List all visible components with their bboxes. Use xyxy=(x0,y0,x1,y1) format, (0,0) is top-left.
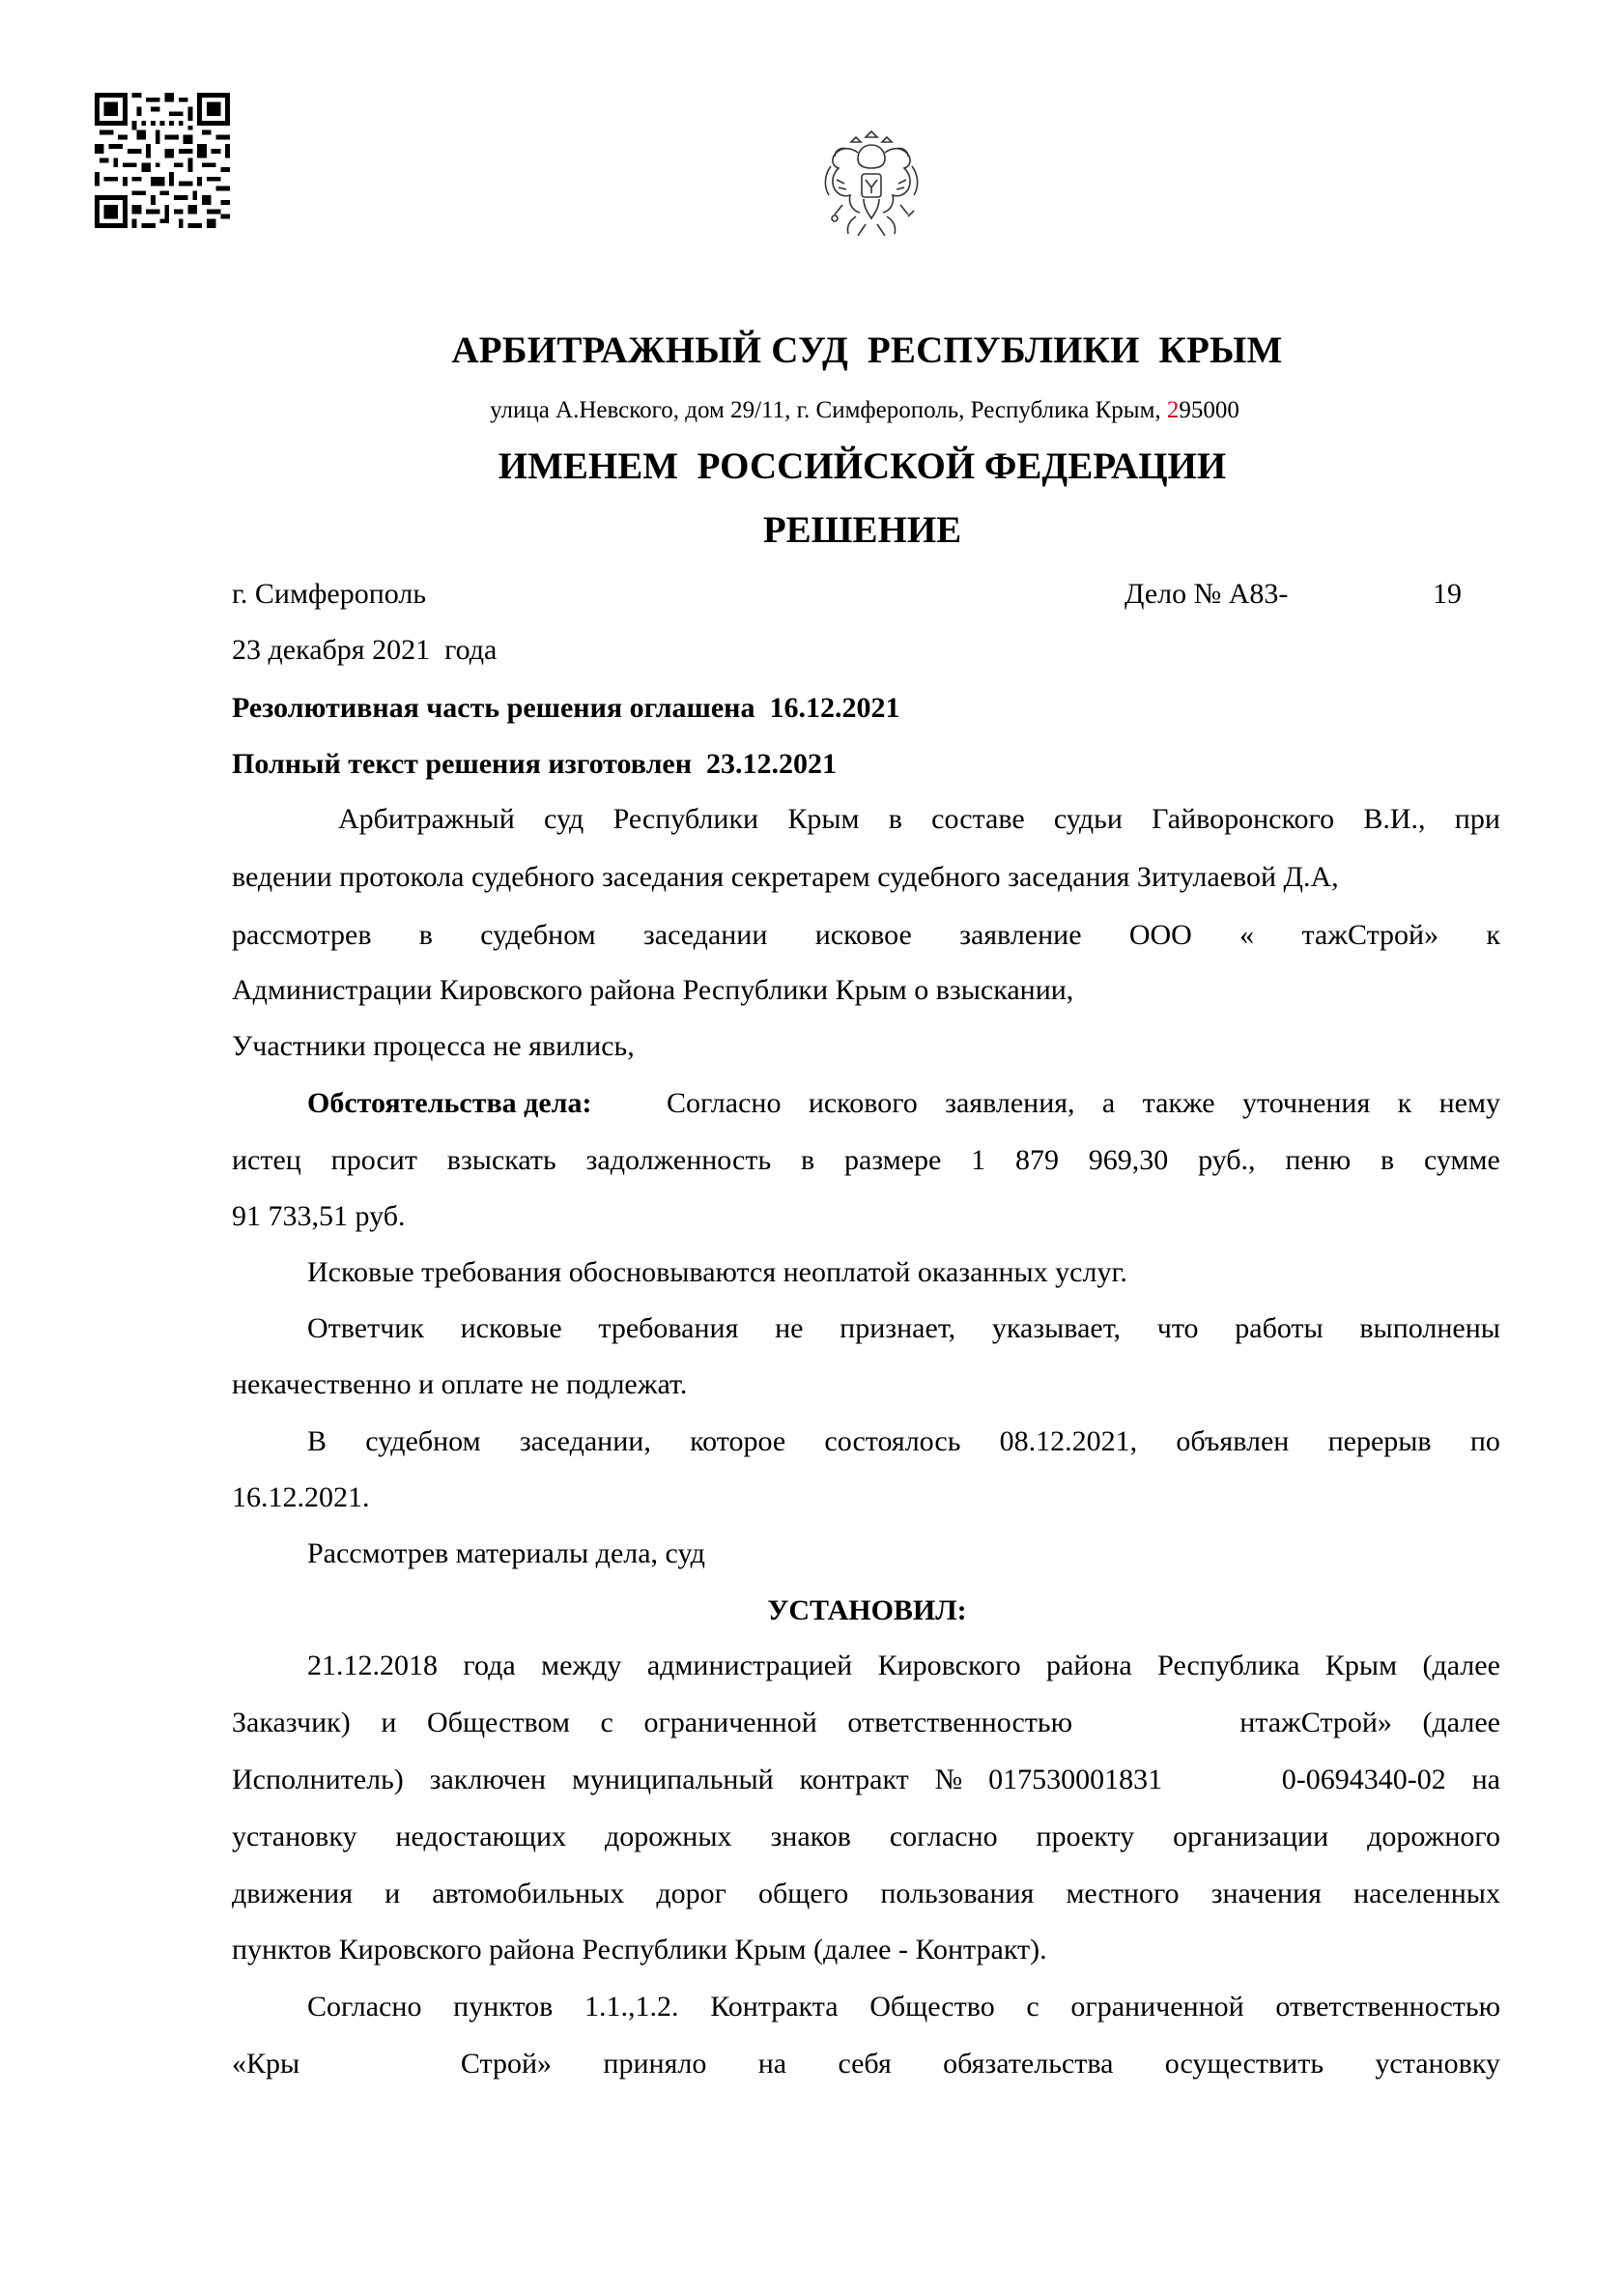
word: сумме xyxy=(1424,1144,1500,1176)
word: в xyxy=(418,919,433,951)
word: (далее xyxy=(1422,1650,1500,1681)
contract-line: пунктов Кировского района Республики Крым (далее - Контракт). xyxy=(232,1934,1047,1966)
paragraph-composition-line xyxy=(232,863,1500,892)
document-type-heading: РЕШЕНИЕ xyxy=(762,509,962,551)
word xyxy=(1103,1708,1210,1737)
word: В xyxy=(307,1425,327,1457)
established-heading: УСТАНОВИЛ: xyxy=(767,1594,967,1626)
response-line xyxy=(307,1314,1500,1343)
contract-line xyxy=(232,1880,1500,1909)
word: перерыв xyxy=(1327,1425,1432,1457)
case-number-suffix: 19 xyxy=(1433,578,1462,610)
word: исковые xyxy=(460,1312,562,1344)
word: заявление xyxy=(959,919,1082,951)
word: ограниченной xyxy=(1070,1991,1244,2023)
word: приняло xyxy=(603,2048,707,2080)
contract-line xyxy=(232,1765,1500,1794)
word: также xyxy=(1142,1087,1215,1119)
word: судебном xyxy=(365,1425,481,1457)
word: просит xyxy=(330,1144,417,1176)
word: 879 xyxy=(1014,1144,1059,1176)
word: работы xyxy=(1235,1312,1324,1344)
word: согласно xyxy=(889,1821,998,1852)
word: нтажСтрой» xyxy=(1239,1707,1392,1738)
word: ответственностью xyxy=(1275,1991,1500,2023)
word: обязательства xyxy=(943,2048,1114,2080)
word: 1 xyxy=(971,1144,986,1176)
word: Республика xyxy=(1157,1650,1300,1681)
word: местного xyxy=(1066,1878,1180,1909)
response-line: некачественно и оплате не подлежат. xyxy=(232,1368,688,1400)
items-line xyxy=(307,1993,1500,2022)
word: не xyxy=(775,1312,804,1344)
session-line: 16.12.2021. xyxy=(232,1481,370,1513)
word: уточнения xyxy=(1241,1087,1371,1119)
word: дорожных xyxy=(605,1821,732,1852)
word: пеню xyxy=(1285,1144,1352,1176)
word: установку xyxy=(1375,2048,1500,2080)
qr-code-icon xyxy=(95,93,230,228)
address-postcode-rest: 95000 xyxy=(1179,397,1239,423)
word: дорожного xyxy=(1367,1821,1500,1852)
circumstances-line-rest xyxy=(667,1089,1500,1118)
word: администрацией xyxy=(646,1650,853,1681)
address-main: улица А.Невского, дом 29/11, г. Симферополь, Республика Крым, xyxy=(490,397,1167,423)
word: судьи xyxy=(1053,803,1123,835)
paragraph-composition-line: Администрации Кировского района Республики Крым о взыскании, xyxy=(232,974,1074,1006)
word: знаков xyxy=(770,1821,851,1852)
paragraph-composition-line xyxy=(232,921,1500,950)
word: Обществом xyxy=(427,1707,570,1738)
word: ООО xyxy=(1128,919,1192,951)
word: Строй» xyxy=(460,2048,553,2080)
word: установку xyxy=(232,1821,357,1852)
word: 08.12.2021, xyxy=(999,1425,1138,1457)
word: автомобильных xyxy=(432,1878,625,1909)
in-name-heading: ИМЕНЕМ РОССИЙСКОЙ ФЕДЕРАЦИИ xyxy=(498,445,1227,487)
word: что xyxy=(1156,1312,1199,1344)
word: заключен xyxy=(429,1764,547,1795)
word: Республики xyxy=(612,803,759,835)
word: 017530001831 xyxy=(988,1764,1163,1795)
word: Заказчик) xyxy=(232,1707,351,1738)
word: Общество xyxy=(869,1991,995,2023)
text-line: ведении протокола судебного заседания секретарем судебного заседания Зитулаевой Д.А, xyxy=(232,861,1339,893)
word: заявления, xyxy=(945,1087,1075,1119)
word: Ответчик xyxy=(307,1312,424,1344)
word xyxy=(352,2050,410,2079)
circumstances-line: 91 733,51 руб. xyxy=(232,1200,406,1232)
word: рассмотрев xyxy=(232,919,372,951)
word: ответственностью xyxy=(847,1707,1072,1738)
word: к xyxy=(1486,919,1500,951)
word: № xyxy=(934,1764,963,1795)
word: значения xyxy=(1210,1878,1322,1909)
circumstances-label: Обстоятельства дела: xyxy=(307,1087,592,1119)
word: а xyxy=(1101,1087,1116,1119)
word: Исполнитель) xyxy=(232,1764,404,1795)
word: состоялось xyxy=(824,1425,961,1457)
word: руб., xyxy=(1198,1144,1256,1176)
word xyxy=(1188,1765,1256,1794)
word: в xyxy=(888,803,902,835)
word: с xyxy=(1026,1991,1039,2023)
word: к xyxy=(1397,1087,1412,1119)
word: «Кры xyxy=(232,2048,300,2080)
word: района xyxy=(1046,1650,1132,1681)
word: требования xyxy=(598,1312,739,1344)
word: В.И., xyxy=(1363,803,1426,835)
word: по xyxy=(1469,1425,1500,1457)
word: « xyxy=(1239,919,1255,951)
word: Кировского xyxy=(877,1650,1021,1681)
resolution-announced-line: Резолютивная часть решения оглашена 16.12.2021 xyxy=(232,692,900,724)
word: пунктов xyxy=(453,1991,554,2023)
word: ограниченной xyxy=(643,1707,817,1738)
word: 1.1.,1.2. xyxy=(584,1991,679,2023)
word: Согласно xyxy=(667,1087,782,1119)
coat-of-arms-icon xyxy=(817,124,925,245)
word: на xyxy=(1471,1764,1500,1795)
word: Гайворонского xyxy=(1152,803,1335,835)
word: муниципальный xyxy=(571,1764,774,1795)
word: общего xyxy=(758,1878,849,1909)
word: объявлен xyxy=(1176,1425,1290,1457)
word: и xyxy=(384,1878,401,1909)
address-postcode-red: 2 xyxy=(1166,397,1180,423)
decision-date: 23 декабря 2021 года xyxy=(232,634,498,666)
claims-paragraph: Исковые требования обосновываются неоплатой оказанных услуг. xyxy=(307,1256,1127,1288)
word: в xyxy=(1381,1144,1395,1176)
word: года xyxy=(463,1650,516,1681)
review-line: Рассмотрев материалы дела, суд xyxy=(307,1537,705,1569)
word: и xyxy=(381,1707,397,1738)
court-name: АРБИТРАЖНЫЙ СУД РЕСПУБЛИКИ КРЫМ xyxy=(451,330,1283,371)
word: судебном xyxy=(480,919,596,951)
word: Согласно xyxy=(307,1991,422,2023)
word: взыскать xyxy=(446,1144,556,1176)
case-number-label: Дело № А83- xyxy=(1125,578,1289,610)
word: заседании, xyxy=(519,1425,651,1457)
word: Крым xyxy=(1324,1650,1398,1681)
word: размере xyxy=(843,1144,942,1176)
word: искового xyxy=(808,1087,918,1119)
contract-line xyxy=(232,1708,1500,1737)
word: (далее xyxy=(1422,1707,1500,1738)
session-line xyxy=(307,1427,1500,1456)
word: осуществить xyxy=(1164,2048,1324,2080)
word: Контракта xyxy=(710,1991,839,2023)
word: 21.12.2018 xyxy=(307,1650,438,1681)
word: в xyxy=(800,1144,815,1176)
court-address xyxy=(0,397,1623,424)
word: на xyxy=(757,2048,787,2080)
word: недостающих xyxy=(395,1821,567,1852)
word: Крым xyxy=(787,803,860,835)
contract-line xyxy=(232,1822,1500,1851)
word: признает, xyxy=(840,1312,956,1344)
word: исковое xyxy=(814,919,912,951)
word: организации xyxy=(1173,1821,1329,1852)
word: Арбитражный xyxy=(338,803,515,835)
word: проекту xyxy=(1036,1821,1135,1852)
word: движения xyxy=(232,1878,354,1909)
word: с xyxy=(600,1707,613,1738)
word: задолженность xyxy=(585,1144,772,1176)
word: нему xyxy=(1438,1087,1500,1119)
circumstances-line xyxy=(232,1146,1500,1175)
participants-line: Участники процесса не явились, xyxy=(232,1030,635,1062)
word: при xyxy=(1454,803,1500,835)
word: заседании xyxy=(642,919,768,951)
word: контракт xyxy=(799,1764,909,1795)
word: дорог xyxy=(656,1878,726,1909)
word: указывает, xyxy=(991,1312,1122,1344)
word: населенных xyxy=(1353,1878,1500,1909)
word: 969,30 xyxy=(1088,1144,1169,1176)
contract-line xyxy=(307,1651,1500,1680)
word: выполнены xyxy=(1359,1312,1500,1344)
city: г. Симферополь xyxy=(232,578,427,610)
word: себя xyxy=(838,2048,892,2080)
items-line xyxy=(232,2050,1500,2079)
full-text-prepared-line: Полный текст решения изготовлен 23.12.2021 xyxy=(232,748,838,780)
word: истец xyxy=(232,1144,301,1176)
word: между xyxy=(541,1650,622,1681)
word: пользования xyxy=(880,1878,1035,1909)
paragraph-composition-line xyxy=(338,805,1500,834)
word: тажСтрой» xyxy=(1301,919,1439,951)
word: 0-0694340-02 xyxy=(1281,1764,1446,1795)
word: которое xyxy=(690,1425,786,1457)
word: составе xyxy=(931,803,1025,835)
word: суд xyxy=(544,803,584,835)
